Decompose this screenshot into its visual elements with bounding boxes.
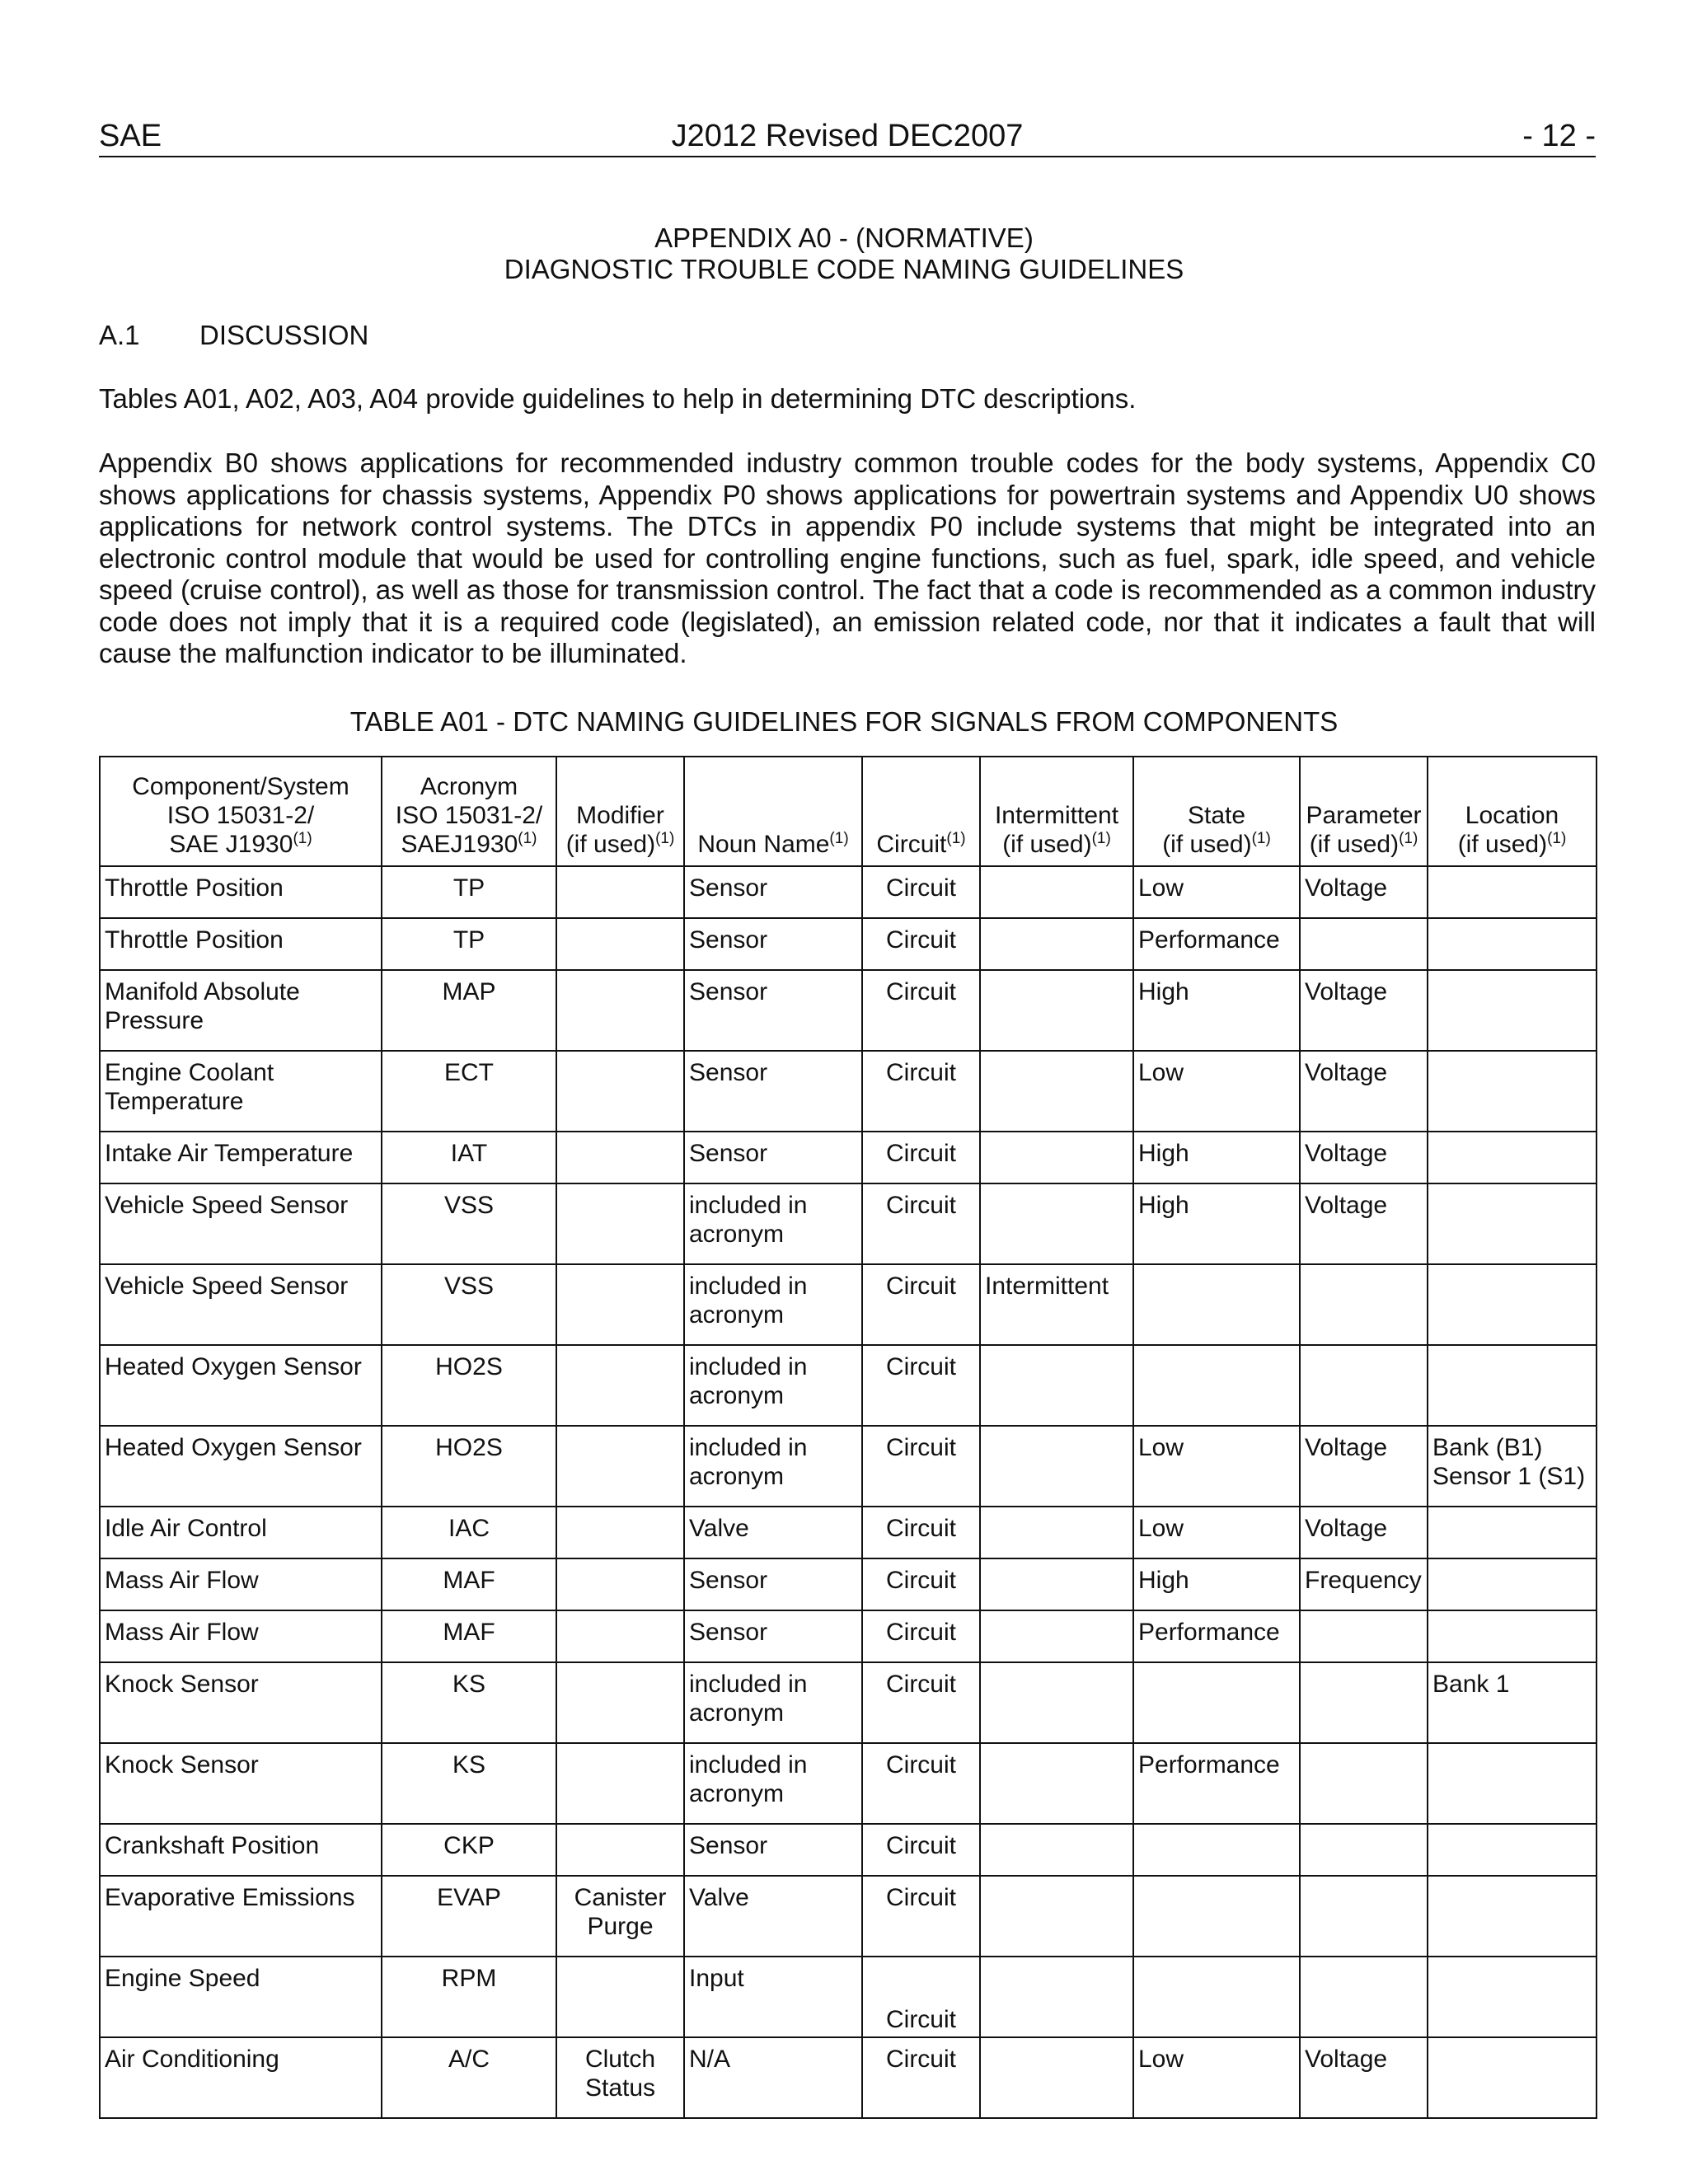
discussion-paragraph: Appendix B0 shows applications for recommended industry common trouble codes for the body systems, Appendix C0 shows applications for chassis systems, Appendix P0 shows applications for powertrain systems and Appendix U0 shows applications for network control systems. The DTCs in appendix P0 include systems that might be integrated into an electronic control module that would be used for controlling engine functions, such as fuel, spark, idle speed, and vehicle speed (cruise control), as well as those for transmission control. The fact that a code is recommended as a common industry code does not imply that it is a required code (legislated), an emission related code, nor that it indicates a fault that will cause the malfunction indicator to be illuminated. — [99, 448, 1596, 668]
table-row — [100, 1507, 1597, 1558]
cell-modifier — [556, 1662, 684, 1743]
cell-state: High — [1133, 970, 1300, 1051]
cell-circuit: Circuit — [862, 1743, 980, 1824]
cell-parameter — [1300, 1345, 1428, 1426]
cell-noun: included in acronym — [684, 1743, 862, 1824]
cell-intermittent — [980, 1610, 1133, 1662]
column-header-text: SAEJ1930 — [401, 831, 518, 858]
cell-acronym: EVAP — [382, 1876, 556, 1957]
cell-state: Performance — [1133, 1743, 1300, 1824]
cell-acronym: CKP — [382, 1824, 556, 1876]
cell-noun: Input — [684, 1957, 862, 2037]
cell-circuit: Circuit — [862, 1957, 980, 2037]
table-caption: TABLE A01 - DTC NAMING GUIDELINES FOR SIGNALS FROM COMPONENTS — [349, 706, 1339, 737]
cell-parameter — [1300, 1824, 1428, 1876]
cell-component: Vehicle Speed Sensor — [100, 1183, 382, 1264]
cell-acronym: HO2S — [382, 1345, 556, 1426]
cell-circuit: Circuit — [862, 1426, 980, 1507]
table-row — [100, 1183, 1597, 1264]
column-header-text: State — [1187, 802, 1246, 829]
cell-circuit: Circuit — [862, 1610, 980, 1662]
column-header-noun — [684, 757, 862, 866]
cell-state: Low — [1133, 2037, 1300, 2118]
cell-state — [1133, 1876, 1300, 1957]
cell-circuit: Circuit — [862, 1051, 980, 1132]
cell-modifier — [556, 1507, 684, 1558]
column-header-acronym-line — [387, 772, 551, 801]
table-row — [100, 1957, 1597, 2037]
cell-modifier — [556, 1558, 684, 1610]
column-header-component-line — [105, 801, 377, 830]
column-header-acronym-line — [387, 801, 551, 830]
cell-parameter: Voltage — [1300, 2037, 1428, 2118]
table-row — [100, 1051, 1597, 1132]
table-row — [100, 866, 1597, 918]
cell-acronym: KS — [382, 1743, 556, 1824]
column-header-acronym-line — [387, 830, 551, 859]
cell-state — [1133, 1345, 1300, 1426]
cell-location — [1428, 1558, 1597, 1610]
cell-intermittent — [980, 1662, 1133, 1743]
cell-state: Low — [1133, 1507, 1300, 1558]
cell-modifier — [556, 918, 684, 970]
section-heading — [99, 320, 368, 351]
table-row — [100, 1743, 1597, 1824]
column-header-state — [1133, 757, 1300, 866]
cell-modifier — [556, 1957, 684, 2037]
cell-modifier — [556, 1426, 684, 1507]
cell-parameter: Voltage — [1300, 866, 1428, 918]
cell-acronym: ECT — [382, 1051, 556, 1132]
cell-component: Air Conditioning — [100, 2037, 382, 2118]
column-header-text: (if used) — [565, 831, 656, 858]
cell-parameter: Voltage — [1300, 1183, 1428, 1264]
cell-component: Mass Air Flow — [100, 1558, 382, 1610]
cell-intermittent — [980, 1743, 1133, 1824]
cell-parameter: Voltage — [1300, 970, 1428, 1051]
table-body — [100, 866, 1597, 2118]
table-row — [100, 2037, 1597, 2118]
cell-parameter — [1300, 918, 1428, 970]
column-header-modifier — [556, 757, 684, 866]
cell-parameter: Voltage — [1300, 1507, 1428, 1558]
cell-state — [1133, 1957, 1300, 2037]
cell-intermittent — [980, 1507, 1133, 1558]
cell-circuit: Circuit — [862, 1132, 980, 1183]
cell-noun: Sensor — [684, 918, 862, 970]
cell-modifier — [556, 1345, 684, 1426]
cell-acronym: KS — [382, 1662, 556, 1743]
cell-modifier — [556, 970, 684, 1051]
footnote-marker: (1) — [1399, 830, 1418, 847]
cell-intermittent — [980, 1957, 1133, 2037]
cell-location — [1428, 1610, 1597, 1662]
column-header-text: Acronym — [420, 773, 518, 800]
cell-location — [1428, 2037, 1597, 2118]
column-header-modifier-line — [561, 801, 679, 830]
cell-component: Engine Coolant Temperature — [100, 1051, 382, 1132]
cell-intermittent — [980, 1876, 1133, 1957]
footnote-marker: (1) — [1091, 830, 1111, 847]
column-header-modifier-line — [561, 830, 679, 859]
column-header-intermittent-line — [985, 801, 1128, 830]
cell-noun: Sensor — [684, 1132, 862, 1183]
cell-location — [1428, 1743, 1597, 1824]
cell-modifier — [556, 1824, 684, 1876]
cell-component: Knock Sensor — [100, 1662, 382, 1743]
cell-noun: Valve — [684, 1876, 862, 1957]
cell-circuit: Circuit — [862, 1183, 980, 1264]
column-header-text: (if used) — [1162, 831, 1252, 858]
table-row — [100, 1610, 1597, 1662]
column-header-text: Location — [1465, 802, 1559, 829]
cell-parameter: Voltage — [1300, 1051, 1428, 1132]
cell-component: Throttle Position — [100, 918, 382, 970]
dtc-naming-table — [99, 756, 1597, 2119]
section-number: A.1 — [99, 320, 140, 350]
section-title: DISCUSSION — [199, 320, 369, 350]
cell-location — [1428, 1132, 1597, 1183]
footnote-marker: (1) — [518, 830, 537, 847]
appendix-title: APPENDIX A0 - (NORMATIVE) — [654, 223, 1034, 253]
cell-acronym: MAF — [382, 1610, 556, 1662]
cell-location — [1428, 866, 1597, 918]
cell-component: Mass Air Flow — [100, 1610, 382, 1662]
cell-state: High — [1133, 1183, 1300, 1264]
cell-location — [1428, 1507, 1597, 1558]
cell-location — [1428, 1824, 1597, 1876]
column-header-text: (if used) — [1309, 831, 1400, 858]
footnote-marker: (1) — [1547, 830, 1567, 847]
column-header-text: Parameter — [1306, 802, 1422, 829]
cell-state: Performance — [1133, 918, 1300, 970]
cell-modifier — [556, 1183, 684, 1264]
cell-acronym: VSS — [382, 1183, 556, 1264]
cell-noun: included in acronym — [684, 1662, 862, 1743]
column-header-text: Modifier — [576, 802, 664, 829]
cell-noun: Sensor — [684, 1824, 862, 1876]
table-row — [100, 1132, 1597, 1183]
table-row — [100, 1876, 1597, 1957]
column-header-component-line — [105, 830, 377, 859]
cell-circuit: Circuit — [862, 1558, 980, 1610]
cell-noun: Sensor — [684, 970, 862, 1051]
cell-noun: Sensor — [684, 1558, 862, 1610]
cell-circuit: Circuit — [862, 2037, 980, 2118]
cell-component: Heated Oxygen Sensor — [100, 1426, 382, 1507]
column-header-noun-line — [689, 830, 857, 859]
cell-location — [1428, 1876, 1597, 1957]
cell-intermittent — [980, 1183, 1133, 1264]
cell-intermittent — [980, 866, 1133, 918]
cell-state: Low — [1133, 1426, 1300, 1507]
cell-location — [1428, 970, 1597, 1051]
cell-noun: Sensor — [684, 1610, 862, 1662]
cell-circuit: Circuit — [862, 1345, 980, 1426]
cell-noun: Sensor — [684, 1051, 862, 1132]
cell-component: Evaporative Emissions — [100, 1876, 382, 1957]
cell-location — [1428, 1264, 1597, 1345]
cell-circuit: Circuit — [862, 1662, 980, 1743]
table-header-row — [100, 757, 1597, 866]
cell-circuit: Circuit — [862, 1824, 980, 1876]
cell-acronym: MAP — [382, 970, 556, 1051]
cell-component: Idle Air Control — [100, 1507, 382, 1558]
column-header-text: Intermittent — [994, 802, 1119, 829]
cell-location — [1428, 1957, 1597, 2037]
table-row — [100, 1558, 1597, 1610]
cell-noun: included in acronym — [684, 1264, 862, 1345]
cell-noun: Valve — [684, 1507, 862, 1558]
cell-parameter: Voltage — [1300, 1426, 1428, 1507]
cell-noun: Sensor — [684, 866, 862, 918]
cell-location: Bank 1 — [1428, 1662, 1597, 1743]
cell-parameter — [1300, 1610, 1428, 1662]
table-row — [100, 1426, 1597, 1507]
cell-component: Vehicle Speed Sensor — [100, 1264, 382, 1345]
cell-acronym: A/C — [382, 2037, 556, 2118]
cell-parameter — [1300, 1264, 1428, 1345]
cell-circuit: Circuit — [862, 1507, 980, 1558]
page-header — [99, 118, 1596, 157]
column-header-acronym — [382, 757, 556, 866]
cell-component: Intake Air Temperature — [100, 1132, 382, 1183]
cell-state: Low — [1133, 866, 1300, 918]
cell-state: Performance — [1133, 1610, 1300, 1662]
column-header-location — [1428, 757, 1597, 866]
cell-component: Knock Sensor — [100, 1743, 382, 1824]
cell-intermittent — [980, 1051, 1133, 1132]
cell-location: Bank (B1) Sensor 1 (S1) — [1428, 1426, 1597, 1507]
cell-component: Engine Speed — [100, 1957, 382, 2037]
cell-modifier: Canister Purge — [556, 1876, 684, 1957]
column-header-text: ISO 15031-2/ — [395, 802, 543, 829]
column-header-circuit — [862, 757, 980, 866]
cell-parameter: Voltage — [1300, 1132, 1428, 1183]
cell-intermittent — [980, 1824, 1133, 1876]
cell-modifier: Clutch Status — [556, 2037, 684, 2118]
cell-intermittent: Intermittent — [980, 1264, 1133, 1345]
cell-intermittent — [980, 970, 1133, 1051]
cell-modifier — [556, 1743, 684, 1824]
footnote-marker: (1) — [293, 830, 312, 847]
cell-noun: N/A — [684, 2037, 862, 2118]
column-header-parameter-line — [1305, 801, 1423, 830]
cell-component: Heated Oxygen Sensor — [100, 1345, 382, 1426]
column-header-location-line — [1432, 830, 1592, 859]
cell-state: High — [1133, 1132, 1300, 1183]
table-row — [100, 918, 1597, 970]
cell-acronym: TP — [382, 918, 556, 970]
cell-intermittent — [980, 1426, 1133, 1507]
cell-acronym: RPM — [382, 1957, 556, 2037]
column-header-state-line — [1138, 801, 1295, 830]
cell-intermittent — [980, 1345, 1133, 1426]
cell-acronym: MAF — [382, 1558, 556, 1610]
column-header-component — [100, 757, 382, 866]
cell-parameter — [1300, 1662, 1428, 1743]
cell-component: Manifold Absolute Pressure — [100, 970, 382, 1051]
column-header-circuit-line — [867, 830, 975, 859]
column-header-text: (if used) — [1457, 831, 1548, 858]
table-row — [100, 1345, 1597, 1426]
cell-modifier — [556, 1264, 684, 1345]
column-header-component-line — [105, 772, 377, 801]
header-org: SAE — [99, 119, 162, 153]
cell-location — [1428, 1345, 1597, 1426]
cell-state — [1133, 1824, 1300, 1876]
cell-parameter: Frequency — [1300, 1558, 1428, 1610]
cell-modifier — [556, 1051, 684, 1132]
column-header-text: Noun Name — [697, 831, 830, 858]
cell-modifier — [556, 866, 684, 918]
column-header-text: ISO 15031-2/ — [166, 802, 315, 829]
cell-state — [1133, 1662, 1300, 1743]
cell-acronym: IAC — [382, 1507, 556, 1558]
cell-parameter — [1300, 1957, 1428, 2037]
cell-acronym: HO2S — [382, 1426, 556, 1507]
cell-modifier — [556, 1610, 684, 1662]
cell-location — [1428, 1051, 1597, 1132]
cell-state: Low — [1133, 1051, 1300, 1132]
cell-acronym: VSS — [382, 1264, 556, 1345]
column-header-location-line — [1432, 801, 1592, 830]
cell-component: Throttle Position — [100, 866, 382, 918]
cell-intermittent — [980, 2037, 1133, 2118]
table-row — [100, 1662, 1597, 1743]
column-header-intermittent-line — [985, 830, 1128, 859]
cell-intermittent — [980, 1132, 1133, 1183]
cell-parameter — [1300, 1743, 1428, 1824]
cell-circuit: Circuit — [862, 1264, 980, 1345]
cell-acronym: IAT — [382, 1132, 556, 1183]
header-document-id: J2012 Revised DEC2007 — [671, 119, 1024, 153]
cell-acronym: TP — [382, 866, 556, 918]
cell-circuit: Circuit — [862, 970, 980, 1051]
cell-location — [1428, 918, 1597, 970]
cell-noun: included in acronym — [684, 1345, 862, 1426]
cell-noun: included in acronym — [684, 1183, 862, 1264]
footnote-marker: (1) — [946, 830, 966, 847]
cell-state — [1133, 1264, 1300, 1345]
column-header-text: Circuit — [876, 831, 947, 858]
footnote-marker: (1) — [1251, 830, 1271, 847]
cell-circuit: Circuit — [862, 866, 980, 918]
cell-intermittent — [980, 1558, 1133, 1610]
column-header-parameter — [1300, 757, 1428, 866]
table-row — [100, 1824, 1597, 1876]
column-header-parameter-line — [1305, 830, 1423, 859]
cell-circuit: Circuit — [862, 918, 980, 970]
cell-modifier — [556, 1132, 684, 1183]
cell-state: High — [1133, 1558, 1300, 1610]
table-row — [100, 1264, 1597, 1345]
column-header-intermittent — [980, 757, 1133, 866]
column-header-text: (if used) — [1002, 831, 1092, 858]
cell-component: Crankshaft Position — [100, 1824, 382, 1876]
footnote-marker: (1) — [655, 830, 675, 847]
appendix-subtitle: DIAGNOSTIC TROUBLE CODE NAMING GUIDELINES — [504, 254, 1184, 284]
cell-circuit: Circuit — [862, 1876, 980, 1957]
cell-location — [1428, 1183, 1597, 1264]
column-header-text: Component/System — [132, 773, 349, 800]
cell-parameter — [1300, 1876, 1428, 1957]
cell-noun: included in acronym — [684, 1426, 862, 1507]
table-row — [100, 970, 1597, 1051]
intro-paragraph: Tables A01, A02, A03, A04 provide guidelines to help in determining DTC descriptions. — [99, 383, 1137, 414]
footnote-marker: (1) — [829, 830, 849, 847]
cell-intermittent — [980, 918, 1133, 970]
header-page-number: - 12 - — [1522, 119, 1596, 153]
column-header-state-line — [1138, 830, 1295, 859]
column-header-text: SAE J1930 — [169, 831, 293, 858]
